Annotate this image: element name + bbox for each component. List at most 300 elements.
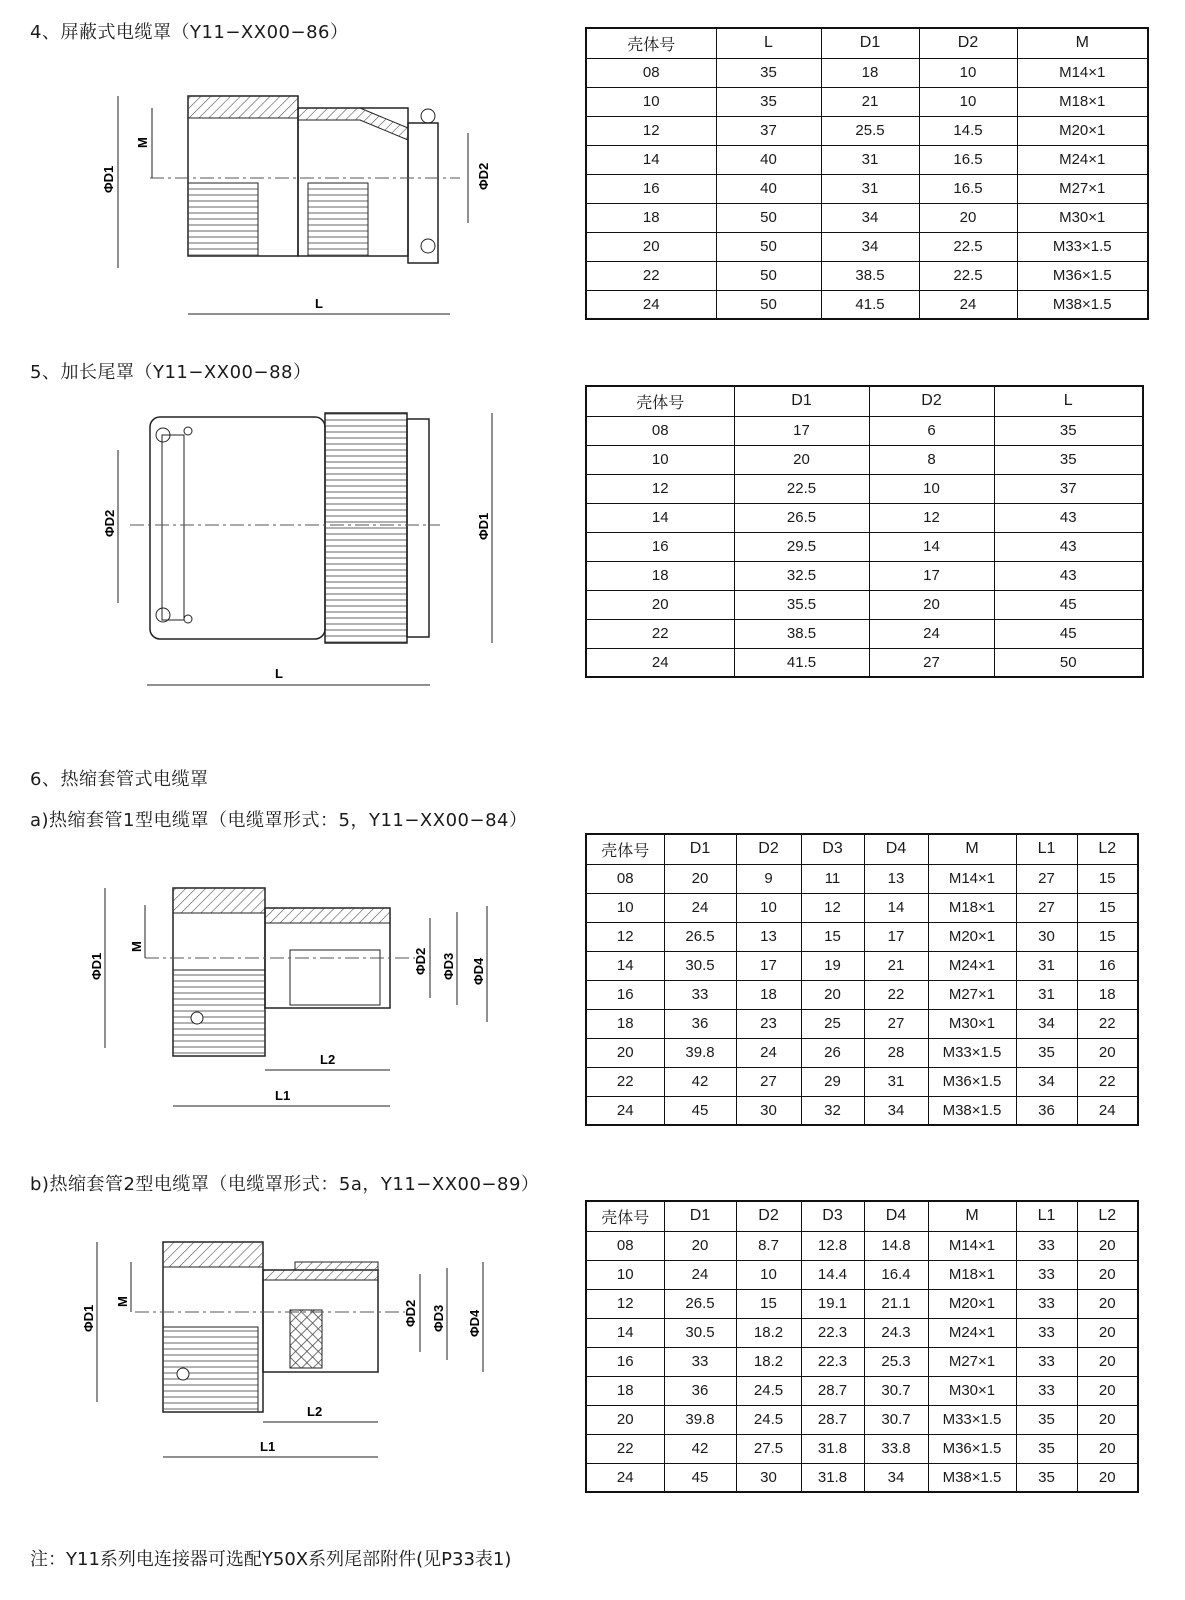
table-cell: 12 [801,893,864,922]
table-cell: 34 [821,232,919,261]
table-cell: 43 [994,561,1143,590]
table-cell: 34 [864,1463,928,1492]
dim-d1-label: ΦD1 [476,512,491,540]
table-row [586,232,1148,261]
table-row [586,174,1148,203]
table-cell: 38.5 [734,619,869,648]
table-row [586,203,1148,232]
table-row [586,893,1138,922]
table-cell: 35 [1016,1405,1077,1434]
table-cell: M18×1 [928,1260,1016,1289]
table-cell: 15 [801,922,864,951]
table-cell: 13 [736,922,801,951]
table-cell: 50 [716,261,821,290]
table-cell: M33×1.5 [928,1405,1016,1434]
header-d2: D2 [736,834,801,864]
table-cell: 30 [736,1096,801,1125]
table-cell: 16.5 [919,174,1017,203]
table-cell: 16 [586,532,734,561]
dim-l-label: L [315,296,323,311]
table-cell: 22.3 [801,1318,864,1347]
table-cell: M20×1 [1017,116,1148,145]
table-cell: 27 [1016,864,1077,893]
table-cell: 37 [716,116,821,145]
table-cell: 33 [664,980,736,1009]
dim-d1-label: ΦD1 [101,165,116,193]
dim-m-label: M [115,1296,130,1307]
header-d2: D2 [869,386,994,416]
table-cell: 25.5 [821,116,919,145]
table-cell: 12 [586,116,716,145]
table-cell: 19.1 [801,1289,864,1318]
dim-l1-label: L1 [260,1439,276,1454]
table-cell: 37 [994,474,1143,503]
table-cell: 33 [1016,1231,1077,1260]
header-l1: L1 [1016,834,1077,864]
table-row [586,1434,1138,1463]
table-cell: 24 [919,290,1017,319]
header-m: M [928,834,1016,864]
table-cell: M38×1.5 [1017,290,1148,319]
section-6a-title: a)热缩套管1型电缆罩（电缆罩形式：5，Y11−XX00−84） [30,810,528,831]
dim-d2-label: ΦD2 [413,947,428,975]
table-cell: 41.5 [821,290,919,319]
table-cell: 33 [1016,1260,1077,1289]
header-l1: L1 [1016,1201,1077,1231]
table-cell: 26.5 [664,1289,736,1318]
table-cell: 22 [586,1067,664,1096]
table-cell: 22 [1077,1067,1138,1096]
table-row [586,619,1143,648]
table-cell: 35 [1016,1463,1077,1492]
table-cell: 8.7 [736,1231,801,1260]
table-row [586,1463,1138,1492]
table-cell: 33 [1016,1289,1077,1318]
table-cell: 20 [1077,1405,1138,1434]
table-cell: M27×1 [928,980,1016,1009]
table-cell: 14 [869,532,994,561]
table-row [586,951,1138,980]
table-cell: 14 [586,1318,664,1347]
table-cell: M18×1 [1017,87,1148,116]
table-cell: 24.5 [736,1405,801,1434]
table-cell: 24 [869,619,994,648]
table-cell: 20 [664,1231,736,1260]
table-cell: 35 [1016,1038,1077,1067]
dim-l-label: L [275,666,283,681]
table-cell: 10 [586,445,734,474]
table-cell: 27 [869,648,994,677]
table-cell: 33 [664,1347,736,1376]
dim-l2-label: L2 [320,1052,336,1067]
table-cell: 20 [1077,1231,1138,1260]
table-cell: 30.5 [664,1318,736,1347]
table-cell: 20 [1077,1434,1138,1463]
table-cell: 33.8 [864,1434,928,1463]
table-cell: 34 [821,203,919,232]
table-cell: M30×1 [928,1376,1016,1405]
table-cell: 18.2 [736,1347,801,1376]
table-cell: 45 [664,1463,736,1492]
header-d1: D1 [734,386,869,416]
table-cell: 35.5 [734,590,869,619]
table-cell: 30.7 [864,1376,928,1405]
table-cell: 24 [664,1260,736,1289]
table-cell: 29.5 [734,532,869,561]
table-cell: 19 [801,951,864,980]
table-cell: M27×1 [1017,174,1148,203]
table-cell: 22 [864,980,928,1009]
header-d4: D4 [864,834,928,864]
section-6b-title: b)热缩套管2型电缆罩（电缆罩形式：5a，Y11−XX00−89） [30,1174,540,1195]
table-cell: 34 [1016,1009,1077,1038]
table-cell: 12 [586,1289,664,1318]
table-cell: 10 [586,1260,664,1289]
header-d2: D2 [736,1201,801,1231]
table-cell: 34 [1016,1067,1077,1096]
dim-d2-label: ΦD2 [102,509,117,537]
header-d4: D4 [864,1201,928,1231]
table-cell: 50 [994,648,1143,677]
table-cell: 15 [1077,864,1138,893]
table-cell: 50 [716,203,821,232]
table-cell: 45 [994,590,1143,619]
table-row [586,532,1143,561]
table-cell: 40 [716,145,821,174]
table-cell: 32 [801,1096,864,1125]
table-cell: 50 [716,232,821,261]
table-row [586,1289,1138,1318]
table-cell: 40 [716,174,821,203]
table-cell: 12.8 [801,1231,864,1260]
table-cell: 22 [586,619,734,648]
table-cell: 14 [586,503,734,532]
table-cell: 18 [586,1009,664,1038]
table-row [586,1009,1138,1038]
table-cell: 10 [919,58,1017,87]
table-cell: 24 [586,1463,664,1492]
table-cell: 16.5 [919,145,1017,174]
table-row [586,1318,1138,1347]
table-row [586,922,1138,951]
table-cell: 20 [1077,1347,1138,1376]
table-cell: 20 [586,1038,664,1067]
dim-d3-label: ΦD3 [431,1304,446,1332]
header-l2: L2 [1077,1201,1138,1231]
extended-tail-cover-drawing [100,405,520,705]
table-cell: 28.7 [801,1376,864,1405]
table-cell: 27 [1016,893,1077,922]
table-cell: 45 [994,619,1143,648]
table-cell: 17 [736,951,801,980]
table-cell: 18 [586,203,716,232]
table-cell: 08 [586,58,716,87]
header-m: M [928,1201,1016,1231]
table-cell: 27 [736,1067,801,1096]
table-cell: 30 [1016,922,1077,951]
table-cell: 24 [586,648,734,677]
table-cell: 24.3 [864,1318,928,1347]
footnote: 注：Y11系列电连接器可选配Y50X系列尾部附件(见P33表1) [30,1549,512,1570]
table-cell: 9 [736,864,801,893]
table-cell: 22.5 [734,474,869,503]
table-cell: 21 [821,87,919,116]
table-cell: 30.5 [664,951,736,980]
table-cell: 31 [1016,980,1077,1009]
table-cell: 16 [586,174,716,203]
table-cell: 20 [586,590,734,619]
table-cell: 36 [664,1376,736,1405]
table-cell: 36 [664,1009,736,1038]
table-cell: M14×1 [928,1231,1016,1260]
table-cell: 15 [1077,893,1138,922]
table-cell: 20 [1077,1289,1138,1318]
table-cell: 25.3 [864,1347,928,1376]
table-cell: M24×1 [928,951,1016,980]
header-d1: D1 [664,834,736,864]
table-cell: 14.4 [801,1260,864,1289]
table-cell: 22.5 [919,232,1017,261]
table-row [586,445,1143,474]
table-cell: 16 [586,980,664,1009]
table-cell: M36×1.5 [1017,261,1148,290]
table-cell: 10 [736,893,801,922]
table-row [586,561,1143,590]
table-cell: 11 [801,864,864,893]
table-row [586,1347,1138,1376]
table-cell: 24 [736,1038,801,1067]
table-cell: 31 [821,174,919,203]
table-cell: 8 [869,445,994,474]
table-cell: M24×1 [1017,145,1148,174]
table-cell: 26.5 [664,922,736,951]
table-cell: 08 [586,864,664,893]
table-cell: 15 [1077,922,1138,951]
table-cell: 20 [869,590,994,619]
table-cell: 35 [1016,1434,1077,1463]
table-cell: 24 [1077,1096,1138,1125]
table-row [586,1067,1138,1096]
table-cell: M38×1.5 [928,1463,1016,1492]
table-cell: 21.1 [864,1289,928,1318]
table-cell: 20 [1077,1260,1138,1289]
shielded-cover-spec-table [585,27,1149,320]
table-cell: 27.5 [736,1434,801,1463]
table-cell: M20×1 [928,1289,1016,1318]
table-row [586,864,1138,893]
table-cell: 08 [586,1231,664,1260]
table-row [586,648,1143,677]
table-cell: 24 [664,893,736,922]
table-cell: 43 [994,503,1143,532]
table-cell: M14×1 [1017,58,1148,87]
table-row [586,290,1148,319]
table-cell: M30×1 [928,1009,1016,1038]
dim-d1-label: ΦD1 [81,1304,96,1332]
table-cell: 15 [736,1289,801,1318]
shielded-cable-cover-drawing [90,78,510,328]
table-cell: 24 [586,290,716,319]
table-cell: 20 [586,232,716,261]
table-cell: 20 [586,1405,664,1434]
table-cell: 33 [1016,1318,1077,1347]
table-cell: 34 [864,1096,928,1125]
table-cell: 14.8 [864,1231,928,1260]
table-cell: 10 [736,1260,801,1289]
table-cell: 22 [1077,1009,1138,1038]
table-cell: 14.5 [919,116,1017,145]
table-row [586,1038,1138,1067]
table-cell: M33×1.5 [928,1038,1016,1067]
table-cell: 41.5 [734,648,869,677]
table-cell: 18.2 [736,1318,801,1347]
header-shell-size: 壳体号 [586,386,734,416]
header-d1: D1 [664,1201,736,1231]
table-cell: 20 [801,980,864,1009]
table-cell: 35 [716,87,821,116]
table-cell: 20 [919,203,1017,232]
table-cell: 22 [586,261,716,290]
table-cell: 50 [716,290,821,319]
table-row [586,87,1148,116]
table-row [586,590,1143,619]
table-cell: 17 [734,416,869,445]
header-d2: D2 [919,28,1017,58]
table-row [586,980,1138,1009]
table-cell: 38.5 [821,261,919,290]
table-cell: 43 [994,532,1143,561]
table-cell: 42 [664,1434,736,1463]
table-cell: 18 [736,980,801,1009]
table-cell: 32.5 [734,561,869,590]
header-d3: D3 [801,1201,864,1231]
dim-d4-label: ΦD4 [471,957,486,985]
table-cell: M27×1 [928,1347,1016,1376]
table-cell: 35 [994,416,1143,445]
header-l: L [994,386,1143,416]
table-cell: 28 [864,1038,928,1067]
table-cell: 20 [1077,1318,1138,1347]
extended-tail-spec-table [585,385,1144,678]
table-cell: M38×1.5 [928,1096,1016,1125]
table-cell: 10 [869,474,994,503]
table-cell: 23 [736,1009,801,1038]
table-cell: M36×1.5 [928,1067,1016,1096]
dim-m-label: M [129,941,144,952]
table-row [586,1405,1138,1434]
table-cell: 39.8 [664,1038,736,1067]
table-cell: 14 [586,951,664,980]
table-cell: 18 [586,1376,664,1405]
section-6-title: 6、热缩套管式电缆罩 [30,769,209,790]
table-cell: 18 [586,561,734,590]
table-cell: 28.7 [801,1405,864,1434]
heat-shrink-type1-spec-table [585,833,1139,1126]
header-shell-size: 壳体号 [586,834,664,864]
table-cell: M33×1.5 [1017,232,1148,261]
heat-shrink-type2-drawing [75,1232,505,1482]
table-cell: 20 [1077,1038,1138,1067]
header-l: L [716,28,821,58]
table-cell: 22 [586,1434,664,1463]
table-cell: 10 [586,893,664,922]
table-row [586,474,1143,503]
table-row [586,58,1148,87]
section-5-title: 5、加长尾罩（Y11−XX00−88） [30,362,312,383]
table-cell: 36 [1016,1096,1077,1125]
table-cell: 22.5 [919,261,1017,290]
table-cell: 13 [864,864,928,893]
table-cell: 26.5 [734,503,869,532]
dim-d2-label: ΦD2 [476,162,491,190]
dim-d2-label: ΦD2 [403,1299,418,1327]
table-cell: 12 [586,922,664,951]
header-l2: L2 [1077,834,1138,864]
heat-shrink-type1-drawing [85,870,505,1120]
table-cell: 22.3 [801,1347,864,1376]
table-cell: 12 [869,503,994,532]
table-cell: 35 [716,58,821,87]
table-cell: 10 [919,87,1017,116]
dim-l1-label: L1 [275,1088,291,1103]
table-cell: 30 [736,1463,801,1492]
table-row [586,1096,1138,1125]
header-m: M [1017,28,1148,58]
table-cell: 20 [1077,1376,1138,1405]
table-cell: 20 [1077,1463,1138,1492]
dim-l2-label: L2 [307,1404,323,1419]
table-row [586,1376,1138,1405]
table-cell: 16.4 [864,1260,928,1289]
table-cell: 42 [664,1067,736,1096]
dim-m-label: M [135,137,150,148]
table-cell: 31 [864,1067,928,1096]
table-row [586,145,1148,174]
table-cell: M20×1 [928,922,1016,951]
table-cell: 27 [864,1009,928,1038]
header-d1: D1 [821,28,919,58]
table-row [586,1231,1138,1260]
table-cell: 16 [586,1347,664,1376]
table-cell: 14 [586,145,716,174]
table-row [586,116,1148,145]
table-cell: M18×1 [928,893,1016,922]
table-cell: 24.5 [736,1376,801,1405]
table-cell: 29 [801,1067,864,1096]
table-cell: 20 [664,864,736,893]
table-cell: 26 [801,1038,864,1067]
table-cell: 17 [869,561,994,590]
table-cell: 10 [586,87,716,116]
table-cell: 12 [586,474,734,503]
table-cell: 31.8 [801,1463,864,1492]
table-cell: 39.8 [664,1405,736,1434]
table-cell: 17 [864,922,928,951]
table-cell: M30×1 [1017,203,1148,232]
table-row [586,261,1148,290]
section-4-title: 4、屏蔽式电缆罩（Y11−XX00−86） [30,22,349,43]
table-cell: 31.8 [801,1434,864,1463]
table-cell: M24×1 [928,1318,1016,1347]
table-cell: 18 [821,58,919,87]
table-cell: 24 [586,1096,664,1125]
table-cell: 33 [1016,1347,1077,1376]
dim-d3-label: ΦD3 [441,952,456,980]
table-row [586,503,1143,532]
table-cell: 35 [994,445,1143,474]
table-row [586,416,1143,445]
table-cell: 25 [801,1009,864,1038]
